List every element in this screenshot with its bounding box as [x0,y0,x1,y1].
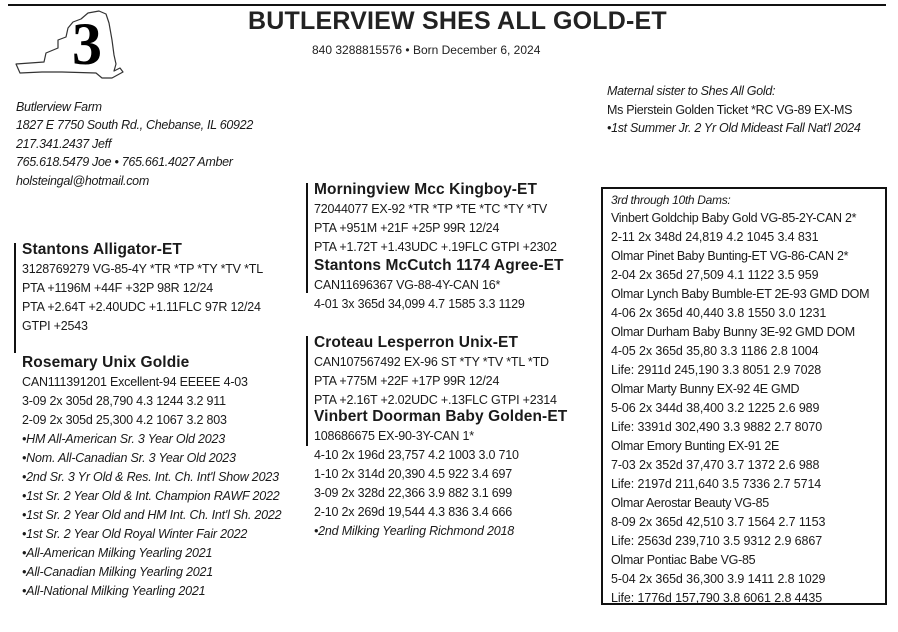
dam-dam-honor: •2nd Milking Yearling Richmond 2018 [314,524,515,538]
ancestor-dam-lifetime: Life: 2911d 245,190 3.3 8051 2.9 7028 [611,363,822,377]
sire-sire-line: PTA +1.72T +1.43UDC +.19FLC GTPI +2302 [314,240,557,254]
dam-dam-block [314,407,567,541]
ancestor-dam-record: 5-04 2x 365d 36,300 3.9 1411 2.8 1029 [611,572,826,586]
dam-honor: •HM All-American Sr. 3 Year Old 2023 [22,432,226,446]
dam-honor: •All-National Milking Yearling 2021 [22,584,206,598]
maternal-name: Ms Pierstein Golden Ticket *RC VG-89 EX-MS [607,102,853,117]
sire-dam-block [314,256,564,314]
ancestor-dam-name: Olmar Marty Bunny EX-92 4E GMD [611,382,800,396]
dam-sire-block [314,333,557,410]
sire-dam-name: Stantons McCutch 1174 Agree-ET [314,257,564,274]
ancestor-dam-record: 4-05 2x 365d 35,80 3.3 1186 2.8 1004 [611,344,819,358]
ancestor-dam-lifetime: Life: 2563d 239,710 3.5 9312 2.9 6867 [611,534,823,548]
dam-sire-name: Croteau Lesperron Unix-ET [314,334,519,351]
ancestor-dam-name: Olmar Pontiac Babe VG-85 [611,553,756,567]
sire-line: PTA +2.64T +2.40UDC +1.11FLC 97R 12/24 [22,300,261,314]
ancestor-dam-lifetime: Life: 1776d 157,790 3.8 6061 2.8 4435 [611,591,823,605]
sire-sire-name: Morningview Mcc Kingboy-ET [314,181,538,198]
dam-honor: •All-Canadian Milking Yearling 2021 [22,565,214,579]
ancestor-dam-record: 7-03 2x 352d 37,470 3.7 1372 2.6 988 [611,458,820,472]
dam-dam-line: 4-10 2x 196d 23,757 4.2 1003 3.0 710 [314,448,519,462]
maternal-heading: Maternal sister to Shes All Gold: [607,84,776,98]
sire-sire-block [314,180,557,257]
pedigree-bracket [306,183,308,293]
ancestor-dam-lifetime: Life: 3391d 302,490 3.3 9882 2.7 8070 [611,420,823,434]
sire-name: Stantons Alligator-ET [22,241,182,258]
lot-badge [14,6,124,82]
farm-line: 765.618.5479 Joe • 765.661.4027 Amber [16,155,233,170]
pedigree-bracket [306,336,308,446]
farm-line: 1827 E 7750 South Rd., Chebanse, IL 60922 [16,118,253,133]
ancestor-dam-name: Olmar Lynch Baby Bumble-ET 2E-93 GMD DOM [611,287,870,301]
dam-sire-line: CAN107567492 EX-96 ST *TY *TV *TL *TD [314,355,549,369]
ancestor-dam-lifetime: Life: 2197d 211,640 3.5 7336 2.7 5714 [611,477,822,491]
ancestor-dam-record: 2-11 2x 348d 24,819 4.2 1045 3.4 831 [611,230,819,244]
maternal-sister-note [607,82,861,138]
ancestor-dam-name: Olmar Durham Baby Bunny 3E-92 GMD DOM [611,325,855,339]
dam-honor: •2nd Sr. 3 Yr Old & Res. Int. Ch. Int'l Show 2023 [22,470,279,484]
cow-name-title: BUTLERVIEW SHES ALL GOLD-ET [248,7,667,35]
ancestor-dam-name: Olmar Emory Bunting EX-91 2E [611,439,780,453]
dam-block [22,353,281,601]
cow-id-line: 840 3288815576 • Born December 6, 2024 [312,43,541,57]
sire-dam-line: 4-01 3x 365d 34,099 4.7 1585 3.3 1129 [314,297,525,311]
sire-sire-line: PTA +951M +21F +25P 99R 12/24 [314,221,500,235]
ancestor-dam-record: 8-09 2x 365d 42,510 3.7 1564 2.7 1153 [611,515,826,529]
ancestor-dam-name: Olmar Pinet Baby Bunting-ET VG-86-CAN 2* [611,249,849,263]
dam-dam-line: 3-09 2x 328d 22,366 3.9 882 3.1 699 [314,486,513,500]
dams-box-title: 3rd through 10th Dams: [611,193,731,207]
ancestor-dam-name: Olmar Aerostar Beauty VG-85 [611,496,769,510]
sire-line: GTPI +2543 [22,319,88,333]
farm-line: Butlerview Farm [16,100,102,114]
ancestor-dams-box [601,187,887,605]
dam-honor: •All-American Milking Yearling 2021 [22,546,213,560]
ancestor-dam-name: Vinbert Goldchip Baby Gold VG-85-2Y-CAN 2* [611,211,857,225]
ancestor-dam-record: 5-06 2x 344d 38,400 3.2 1225 2.6 989 [611,401,820,415]
sire-dam-line: CAN11696367 VG-88-4Y-CAN 16* [314,278,501,292]
dam-dam-line: 1-10 2x 314d 20,390 4.5 922 3.4 697 [314,467,513,481]
lot-number: 3 [72,11,102,77]
sire-block [22,240,263,336]
dam-honor: •1st Sr. 2 Year Old Royal Winter Fair 2022 [22,527,248,541]
farm-line: 217.341.2437 Jeff [16,136,111,151]
dam-honor: •1st Sr. 2 Year Old and HM Int. Ch. Int'l Sh. 2022 [22,508,282,522]
state-map-icon [14,6,124,82]
dam-name: Rosemary Unix Goldie [22,354,190,371]
dam-sire-line: PTA +775M +22F +17P 99R 12/24 [314,374,500,388]
dam-line: 2-09 2x 305d 25,300 4.2 1067 3.2 803 [22,413,227,427]
sire-line: 3128769279 VG-85-4Y *TR *TP *TY *TV *TL [22,262,263,276]
dam-line: 3-09 2x 305d 28,790 4.3 1244 3.2 911 [22,394,226,408]
dam-dam-line: 2-10 2x 269d 19,544 4.3 836 3.4 666 [314,505,513,519]
dam-dam-line: 108686675 EX-90-3Y-CAN 1* [314,429,474,443]
maternal-honor: •1st Summer Jr. 2 Yr Old Mideast Fall Nat'l 2024 [607,121,861,135]
dam-honor: •Nom. All-Canadian Sr. 3 Year Old 2023 [22,451,236,465]
dam-line: CAN111391201 Excellent-94 EEEEE 4-03 [22,375,248,389]
sire-sire-line: 72044077 EX-92 *TR *TP *TE *TC *TY *TV [314,202,548,216]
pedigree-bracket [14,243,16,353]
dam-dam-name: Vinbert Doorman Baby Golden-ET [314,408,568,425]
dam-sire-line: PTA +2.16T +2.02UDC +.13FLC GTPI +2314 [314,393,557,407]
sire-line: PTA +1196M +44F +32P 98R 12/24 [22,281,214,295]
farm-line: holsteingal@hotmail.com [16,173,149,188]
dam-honor: •1st Sr. 2 Year Old & Int. Champion RAWF 2022 [22,489,280,503]
top-rule [8,4,886,6]
farm-contact [16,98,253,190]
ancestor-dam-record: 2-04 2x 365d 27,509 4.1 1122 3.5 959 [611,268,819,282]
ancestor-dam-record: 4-06 2x 365d 40,440 3.8 1550 3.0 1231 [611,306,827,320]
